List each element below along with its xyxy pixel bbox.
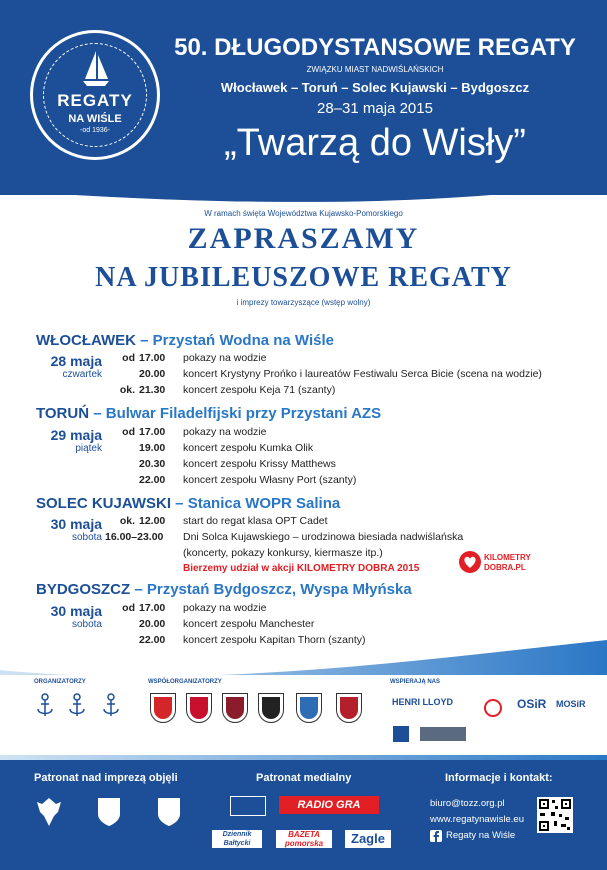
facebook-icon bbox=[430, 830, 442, 842]
city-venue: – Bulwar Filadelfijski przy Przystani AZS bbox=[89, 405, 382, 422]
city-venue: – Przystań Wodna na Wiśle bbox=[135, 332, 334, 349]
crest-icon bbox=[186, 693, 212, 723]
event-subtitle: ZWIĄZKU MIAST NADWIŚLAŃSKICH bbox=[306, 65, 444, 74]
footer-band bbox=[0, 760, 607, 870]
sponsor-square-icon bbox=[392, 725, 410, 743]
svg-text:KILOMETRY: KILOMETRY bbox=[484, 553, 531, 562]
city-heading-bydgoszcz bbox=[36, 581, 412, 598]
anchor-logo-icon bbox=[34, 693, 56, 719]
date-block-solec bbox=[40, 516, 102, 543]
city-venue: – Stanica WOPR Salina bbox=[171, 495, 341, 512]
event-title: 50. DŁUGODYSTANSOWE REGATY bbox=[174, 34, 576, 61]
event-dates: 28–31 maja 2015 bbox=[317, 100, 433, 117]
contact-website[interactable]: www.regatynawisle.eu bbox=[430, 814, 524, 825]
eagle-emblem-icon bbox=[36, 796, 62, 828]
qr-code[interactable] bbox=[537, 797, 573, 833]
event-weekday: czwartek bbox=[62, 369, 102, 380]
regaty-logo bbox=[30, 30, 160, 160]
city-heading-wloclawek bbox=[36, 332, 334, 349]
svg-text:DOBRA.PL: DOBRA.PL bbox=[484, 563, 526, 572]
event-date: 28 maja bbox=[50, 353, 102, 369]
crest-icon bbox=[296, 693, 322, 723]
contact-label: Informacje i kontakt: bbox=[445, 772, 553, 784]
event-motto: „Twarzą do Wisły” bbox=[224, 122, 526, 164]
invite-intro: W ramach święta Województwa Kujawsko-Pomorskiego bbox=[204, 209, 403, 218]
patronage-label: Patronat nad imprezą objęli bbox=[34, 772, 178, 784]
henri-lloyd-logo: HENRI LLOYD bbox=[392, 697, 454, 707]
crest-icon bbox=[222, 693, 248, 723]
crest-icon bbox=[156, 796, 182, 828]
sponsor-badge-icon bbox=[484, 699, 502, 717]
event-date: 30 maja bbox=[50, 516, 102, 532]
city-heading-solec bbox=[36, 495, 340, 512]
contact-email[interactable]: biuro@tozz.org.pl bbox=[430, 798, 505, 809]
date-block-wloclawek bbox=[40, 353, 102, 380]
logo-subtitle: NA WIŚLE bbox=[68, 113, 122, 125]
radio-gra-logo: RADIO GRA bbox=[279, 796, 379, 814]
event-weekday: piątek bbox=[75, 443, 102, 454]
city-venue: – Przystań Bydgoszcz, Wyspa Młyńska bbox=[130, 581, 412, 598]
logo-year: -od 1936- bbox=[80, 127, 110, 134]
crest-icon bbox=[336, 693, 362, 723]
event-date: 29 maja bbox=[50, 427, 102, 443]
event-weekday: sobota bbox=[71, 532, 102, 543]
date-block-torun bbox=[40, 427, 102, 454]
crest-icon bbox=[150, 693, 176, 723]
media-patronage-label: Patronat medialny bbox=[256, 772, 352, 784]
poster: REGATY NA WIŚLE -od 1936- 50. DŁUGODYSTANSOWE REGATY ZWIĄZKU MIAST NADWIŚLAŃSKICH Włocławek – Toruń – Solec Kujawski – Bydgoszcz 28–31 maja 2015 „Twarzą do Wisły” W ramach święta Województwa Kujawsko-Pomorskiego ZAPRASZAMY NA JUBILEUSZOWE REGATY i imprezy towarzyszące (wstęp wolny) WŁOCŁAWEK – Przystań Wodna na Wiśle 28 maja czwartek od 17.00 pokazy na wodzie 20.00 koncert Krystyny Prońko i laureatów Festiwalu Serca Bicie (scena na wodzie) ok. 21.30 koncert zespołu Keja 71 (szanty) TORUŃ – Bulwar Filadelfijski przy Przystani AZS 29 maja piątek od 17.00 pokazy na wodzie 19.00 koncert zespołu Kumka Olik 20.30 koncert zespołu Krissy Matthews 22.00 koncert zespołu Własny Port (szanty) SOLEC KUJAWSKI – Stanica WOPR Salina 30 maja sobota ok. 12.00 start do regat klasa OPT Cadet 16.00–23.00 Dni Solca Kujawskiego – urodzinowa biesiada nadwiślańska (koncerty, pokazy konkursy, kiermasze itp.) Bierzemy udział w akcji KILOMETRY DOBRA 2015 KILOMETRY DOBRA.PL BYDGOSZCZ – Przystań Bydgoszcz, Wyspa Młyńska 30 maja sobota od 17.00 pokazy na wodzie 20.00 koncert zespołu Manchester 22.00 koncert zespołu Kapitan Thorn (szanty) ORGANIZATORZY WSPÓŁORGANIZATORZY WSPIERAJĄ NAS HENRI LLOYD OSiR MOSiR Patronat nad imprezą objęli Patronat medialny Informacje i kontakt: RADIO GRA Dziennik Bałtycki BAZETA pomorska Zagle biuro@tozz.org.pl www.regatynawisle.eu Regaty na Wiśle bbox=[0, 0, 607, 870]
sailboat-icon bbox=[81, 49, 111, 89]
city-name: WŁOCŁAWEK bbox=[36, 332, 136, 349]
city-name: SOLEC KUJAWSKI bbox=[36, 495, 172, 512]
zagle-logo: Zagle bbox=[345, 830, 391, 848]
event-cities: Włocławek – Toruń – Solec Kujawski – Bydgoszcz bbox=[220, 80, 530, 95]
invite-heading: ZAPRASZAMY bbox=[187, 222, 420, 255]
anchor-logo-icon bbox=[66, 693, 88, 719]
city-heading-torun bbox=[36, 405, 381, 422]
city-name: BYDGOSZCZ bbox=[36, 581, 131, 598]
coorganizers-label: WSPÓŁORGANIZATORZY bbox=[148, 679, 222, 685]
supporters-label: WSPIERAJĄ NAS bbox=[390, 679, 441, 685]
crest-icon bbox=[258, 693, 284, 723]
gazeta-pomorska-logo: BAZETA pomorska bbox=[276, 830, 332, 848]
invite-note: i imprezy towarzyszące (wstęp wolny) bbox=[236, 298, 371, 307]
organizers-label: ORGANIZATORZY bbox=[34, 679, 86, 685]
media-logo-small bbox=[230, 796, 266, 816]
city-name: TORUŃ bbox=[36, 405, 90, 422]
crest-icon bbox=[96, 796, 122, 828]
event-weekday: sobota bbox=[71, 619, 102, 630]
anchor-logo-icon bbox=[100, 693, 122, 719]
date-block-bydgoszcz bbox=[40, 603, 102, 630]
event-date: 30 maja bbox=[50, 603, 102, 619]
logo-title: REGATY bbox=[57, 91, 133, 110]
facebook-link[interactable]: Regaty na Wiśle bbox=[446, 830, 516, 841]
sponsor-bar-icon bbox=[420, 727, 466, 741]
mosir-logo: MOSiR bbox=[556, 699, 586, 709]
partners-strip bbox=[0, 675, 607, 755]
kilometry-dobra-logo bbox=[458, 547, 548, 577]
dziennik-baltycki-logo: Dziennik Bałtycki bbox=[212, 830, 262, 848]
kilometry-dobra-notice: Bierzemy udział w akcji KILOMETRY DOBRA 2015 bbox=[183, 563, 420, 574]
osir-logo: OSiR bbox=[517, 697, 547, 711]
invite-subheading: NA JUBILEUSZOWE REGATY bbox=[95, 262, 512, 293]
